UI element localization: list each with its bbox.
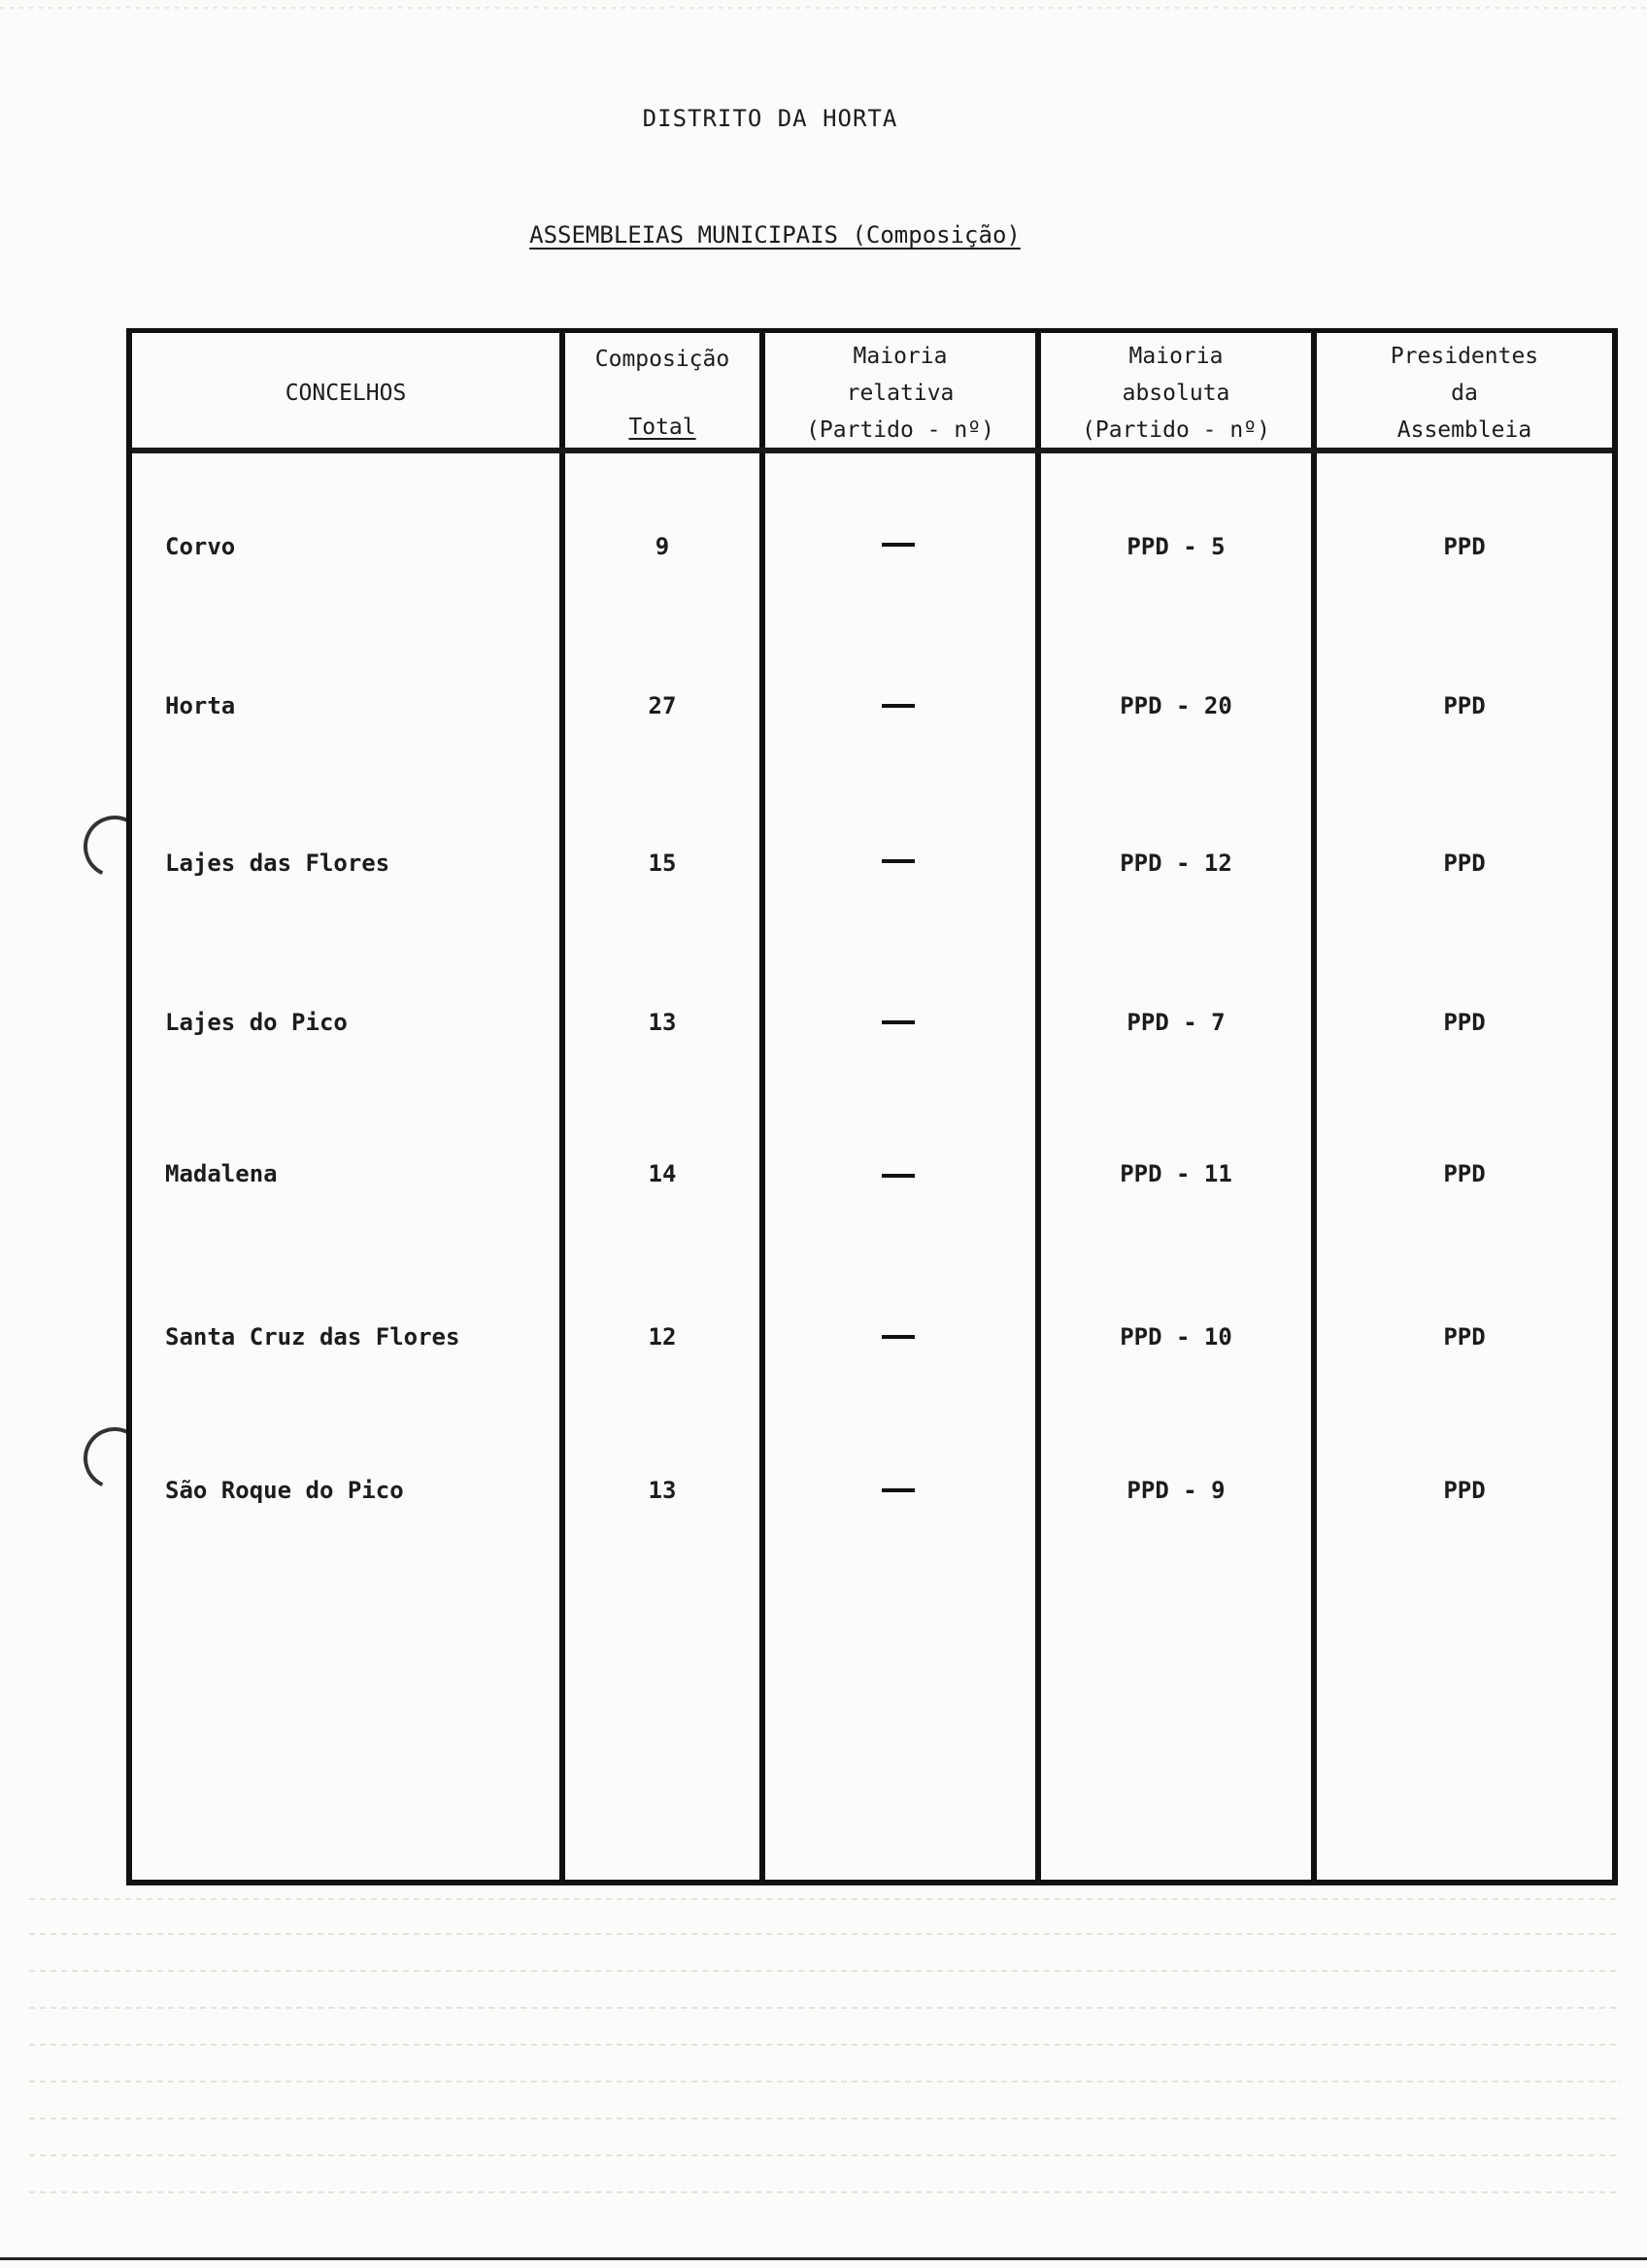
relativa-dash <box>882 1335 915 1339</box>
table-row-total: 27 <box>648 692 677 719</box>
relativa-dash <box>882 704 915 708</box>
table-row-presidente: PPD <box>1443 850 1486 877</box>
table-row-concelho: Lajes das Flores <box>165 850 390 877</box>
header-concelhos: CONCELHOS <box>285 381 407 406</box>
table-row-absoluta: PPD - 10 <box>1120 1323 1232 1351</box>
table-row-concelho: Santa Cruz das Flores <box>165 1323 460 1351</box>
page-bottom-rule <box>0 2257 1647 2260</box>
column-divider <box>759 333 765 1880</box>
table-row-presidente: PPD <box>1443 1323 1486 1351</box>
table-row-absoluta: PPD - 11 <box>1120 1160 1232 1187</box>
header-composicao: Composição Total <box>594 347 730 440</box>
relativa-dash <box>882 1020 915 1024</box>
district-title: DISTRITO DA HORTA <box>642 105 898 132</box>
table-row-concelho: Corvo <box>165 533 236 560</box>
table-row-presidente: PPD <box>1443 533 1486 560</box>
table-row-presidente: PPD <box>1443 1477 1486 1504</box>
table-row-presidente: PPD <box>1443 1160 1486 1187</box>
table-row-presidente: PPD <box>1443 1009 1486 1036</box>
composition-table <box>126 328 1618 1885</box>
table-row-absoluta: PPD - 20 <box>1120 692 1232 719</box>
relativa-dash <box>882 859 915 863</box>
table-row-concelho: São Roque do Pico <box>165 1477 404 1504</box>
relativa-dash <box>882 1174 915 1178</box>
column-divider <box>559 333 565 1880</box>
table-row-presidente: PPD <box>1443 692 1486 719</box>
column-divider <box>1311 333 1317 1880</box>
relativa-dash <box>882 543 915 547</box>
header-presidentes: Presidentes da Assembleia <box>1390 344 1539 443</box>
table-row-absoluta: PPD - 9 <box>1126 1477 1226 1504</box>
column-divider <box>1035 333 1041 1880</box>
table-row-concelho: Lajes do Pico <box>165 1009 348 1036</box>
table-row-absoluta: PPD - 7 <box>1126 1009 1226 1036</box>
header-maioria-absoluta: Maioria absoluta (Partido - nº) <box>1082 344 1270 443</box>
relativa-dash <box>882 1488 915 1492</box>
table-row-concelho: Madalena <box>165 1160 278 1187</box>
table-row-total: 14 <box>648 1160 677 1187</box>
table-row-total: 15 <box>648 850 677 877</box>
table-row-total: 12 <box>648 1323 677 1351</box>
section-subtitle: ASSEMBLEIAS MUNICIPAIS (Composição) <box>529 221 1021 249</box>
table-row-concelho: Horta <box>165 692 236 719</box>
table-row-total: 13 <box>648 1477 677 1504</box>
table-row-total: 13 <box>648 1009 677 1036</box>
header-maioria-relativa: Maioria relativa (Partido - nº) <box>806 344 994 443</box>
table-row-total: 9 <box>655 533 670 560</box>
table-row-absoluta: PPD - 12 <box>1120 850 1232 877</box>
table-row-absoluta: PPD - 5 <box>1126 533 1226 560</box>
